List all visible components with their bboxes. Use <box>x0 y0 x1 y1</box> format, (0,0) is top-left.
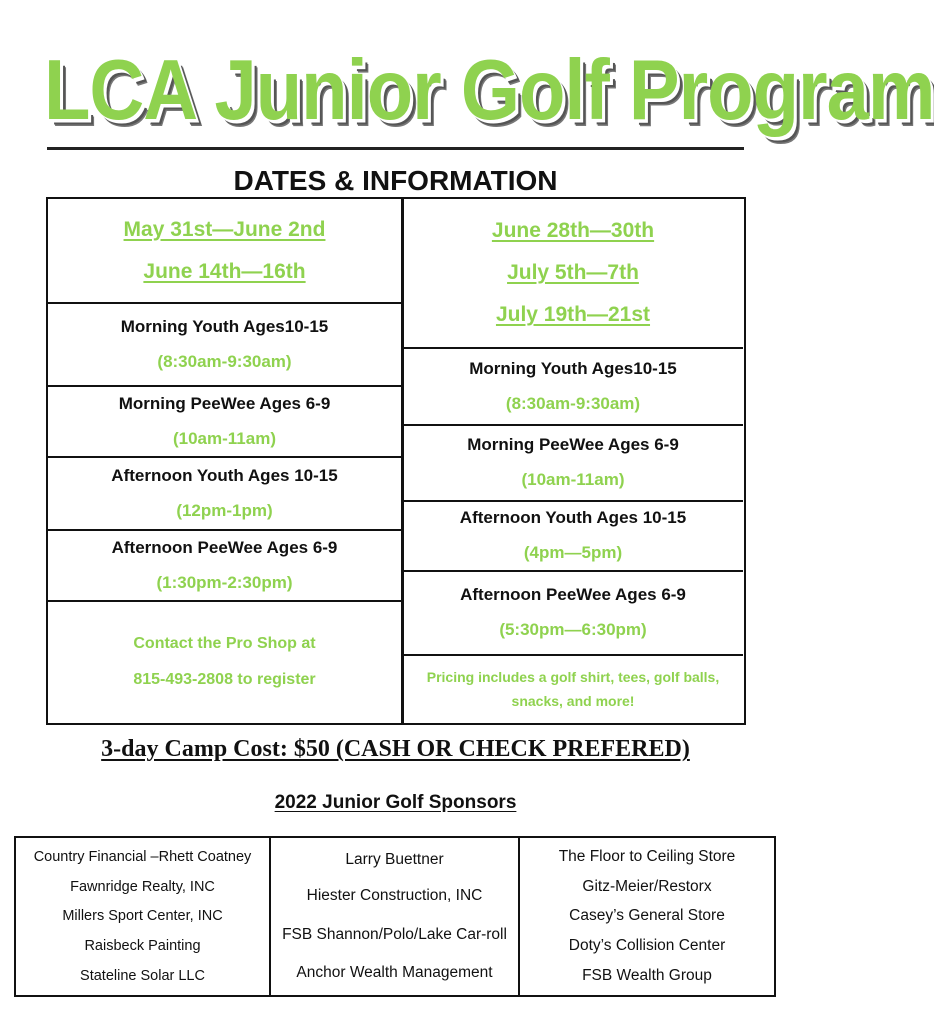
sponsor-name: FSB Wealth Group <box>582 967 712 985</box>
left-session-cell <box>48 529 401 600</box>
right-session-cell <box>403 347 743 424</box>
right-session-cell <box>403 570 743 654</box>
sponsor-name: Hiester Construction, INC <box>306 887 483 904</box>
date-range: July 19th—21st <box>495 303 651 326</box>
session-time: (10am-11am) <box>172 428 276 448</box>
program-title: LCA Junior Golf Program <box>44 42 934 139</box>
camp-cost: 3-day Camp Cost: $50 (CASH OR CHECK PREFERED) <box>101 736 690 762</box>
sponsor-name: Anchor Wealth Management <box>296 964 493 981</box>
sponsor-name: Country Financial –Rhett Coatney <box>33 848 252 865</box>
contact-text: Contact the Pro Shop at <box>133 635 316 652</box>
session-time: (1:30pm-2:30pm) <box>156 572 293 592</box>
sponsor-name: Doty’s Collision Center <box>568 937 726 955</box>
left-session-cell <box>48 302 401 385</box>
sponsor-name: Stateline Solar LLC <box>80 968 205 985</box>
session-time: (12pm-1pm) <box>176 500 273 520</box>
left-dates-cell <box>48 199 401 302</box>
session-time: (10am-11am) <box>521 470 625 489</box>
session-time: (5:30pm—6:30pm) <box>499 620 647 639</box>
sponsor-name: Gitz-Meier/Restorx <box>582 877 712 895</box>
right-session-cell <box>403 424 743 500</box>
sponsors-column <box>16 838 271 995</box>
session-name: Afternoon PeeWee Ages 6-9 <box>111 537 338 557</box>
date-range: July 5th—7th <box>507 261 639 284</box>
session-time: (4pm—5pm) <box>523 543 623 562</box>
right-session-cell <box>403 500 743 570</box>
sponsor-name: Casey’s General Store <box>569 907 725 925</box>
session-name: Morning Youth Ages10-15 <box>469 358 677 378</box>
title-divider <box>47 147 744 150</box>
sponsor-name: FSB Shannon/Polo/Lake Car-roll <box>282 926 507 943</box>
sponsor-name: Raisbeck Painting <box>84 938 201 955</box>
sponsor-name: The Floor to Ceiling Store <box>558 847 736 865</box>
contact-phone: 815-493-2808 to register <box>133 671 316 688</box>
left-session-cell <box>48 385 401 456</box>
date-range: June 28th—30th <box>491 219 655 242</box>
session-name: Afternoon Youth Ages 10-15 <box>111 465 338 485</box>
contact-cell <box>48 600 401 722</box>
sponsor-name: Larry Buettner <box>345 851 444 868</box>
date-range: May 31st—June 2nd <box>123 217 326 241</box>
session-time: (8:30am-9:30am) <box>157 351 292 371</box>
left-session-cell <box>48 456 401 529</box>
sponsors-column <box>520 838 774 995</box>
sponsor-name: Millers Sport Center, INC <box>62 908 223 925</box>
section-heading: DATES & INFORMATION <box>233 165 558 196</box>
pricing-text: Pricing includes a golf shirt, tees, golf balls, snacks, and more! <box>426 669 720 709</box>
session-name: Afternoon Youth Ages 10-15 <box>459 508 687 527</box>
session-name: Afternoon PeeWee Ages 6-9 <box>460 585 686 604</box>
session-name: Morning PeeWee Ages 6-9 <box>118 393 331 413</box>
session-name: Morning Youth Ages10-15 <box>120 316 329 336</box>
sponsors-heading: 2022 Junior Golf Sponsors <box>274 792 517 813</box>
schedule-table <box>46 197 746 725</box>
right-dates-cell <box>403 199 743 347</box>
session-name: Morning PeeWee Ages 6-9 <box>467 435 679 454</box>
sponsors-column <box>271 838 520 995</box>
date-range: June 14th—16th <box>143 259 306 283</box>
sponsor-name: Fawnridge Realty, INC <box>70 878 215 895</box>
pricing-cell <box>403 654 743 722</box>
session-time: (8:30am-9:30am) <box>505 393 641 413</box>
sponsors-table <box>14 836 776 997</box>
